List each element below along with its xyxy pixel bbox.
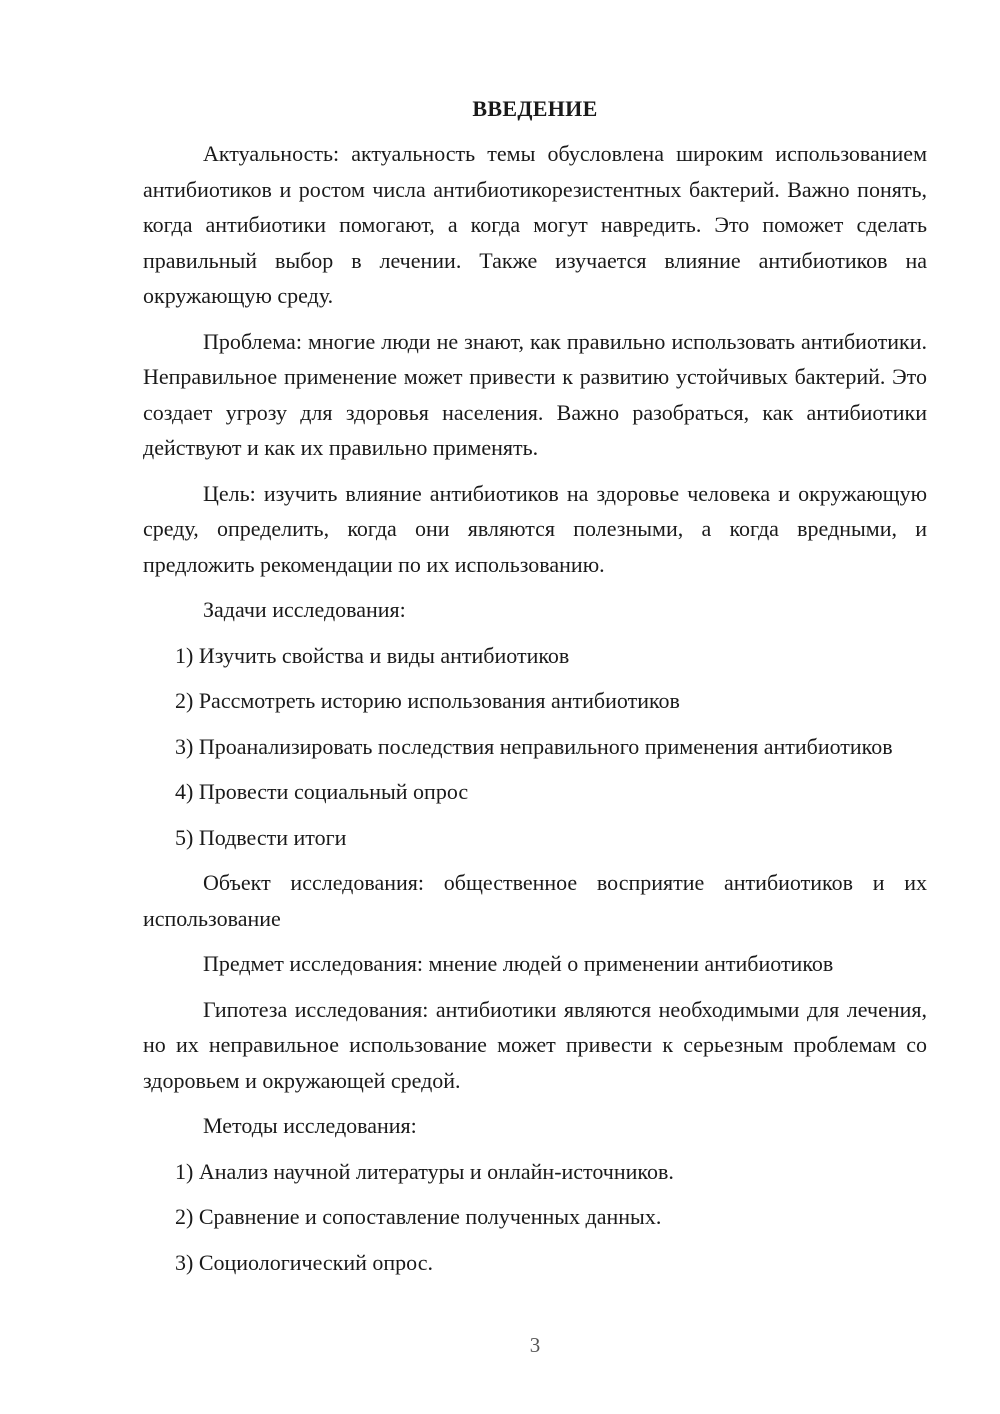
- task-item-3: 3) Проанализировать последствия неправильного применения антибиотиков: [175, 733, 893, 759]
- tasks-heading: Задачи исследования:: [203, 597, 406, 622]
- task-item-5: 5) Подвести итоги: [175, 824, 347, 850]
- task-item-2: 2) Рассмотреть историю использования антибиотиков: [175, 688, 680, 713]
- section-title: ВВЕДЕНИЕ: [472, 96, 598, 121]
- task-item-4: 4) Провести социальный опрос: [175, 779, 469, 804]
- object-paragraph: Объект исследования: общественное восприятие антибиотиков и их использование: [143, 870, 927, 931]
- goal-paragraph: Цель: изучить влияние антибиотиков на здоровье человека и окружающую среду, определить, когда они являются полезными, а когда вредными, и предложить рекомендации по их использованию.: [143, 480, 927, 577]
- method-item-3: 3) Социологический опрос.: [175, 1249, 433, 1275]
- hypothesis-paragraph: Гипотеза исследования: антибиотики являются необходимыми для лечения, но их неправильное использование может привести к серьезным проблемам со здоровьем и окружающей средой.: [143, 996, 927, 1093]
- method-item-2: 2) Сравнение и сопоставление полученных данных.: [175, 1204, 662, 1229]
- task-item-1: 1) Изучить свойства и виды антибиотиков: [175, 642, 570, 668]
- problem-paragraph: Проблема: многие люди не знают, как правильно использовать антибиотики. Неправильное применение может привести к развитию устойчивых бактерий. Это создает угрозу для здоровья населения. Важно разобраться, как антибиотики действуют и как их правильно применять.: [143, 328, 927, 460]
- methods-heading: Методы исследования:: [203, 1113, 417, 1138]
- method-item-1: 1) Анализ научной литературы и онлайн-источников.: [175, 1158, 674, 1184]
- page-number: 3: [529, 1333, 541, 1357]
- document-page: [143, 94, 927, 1290]
- subject-paragraph: Предмет исследования: мнение людей о применении антибиотиков: [203, 951, 834, 976]
- relevance-paragraph: Актуальность: актуальность темы обусловлена широким использованием антибиотиков и ростом числа антибиотикорезистентных бактерий. Важно понять, когда антибиотики помогают, а когда могут навредить. Это поможет сделать правильный выбор в лечении. Также изучается влияние антибиотиков на окружающую среду.: [143, 141, 927, 308]
